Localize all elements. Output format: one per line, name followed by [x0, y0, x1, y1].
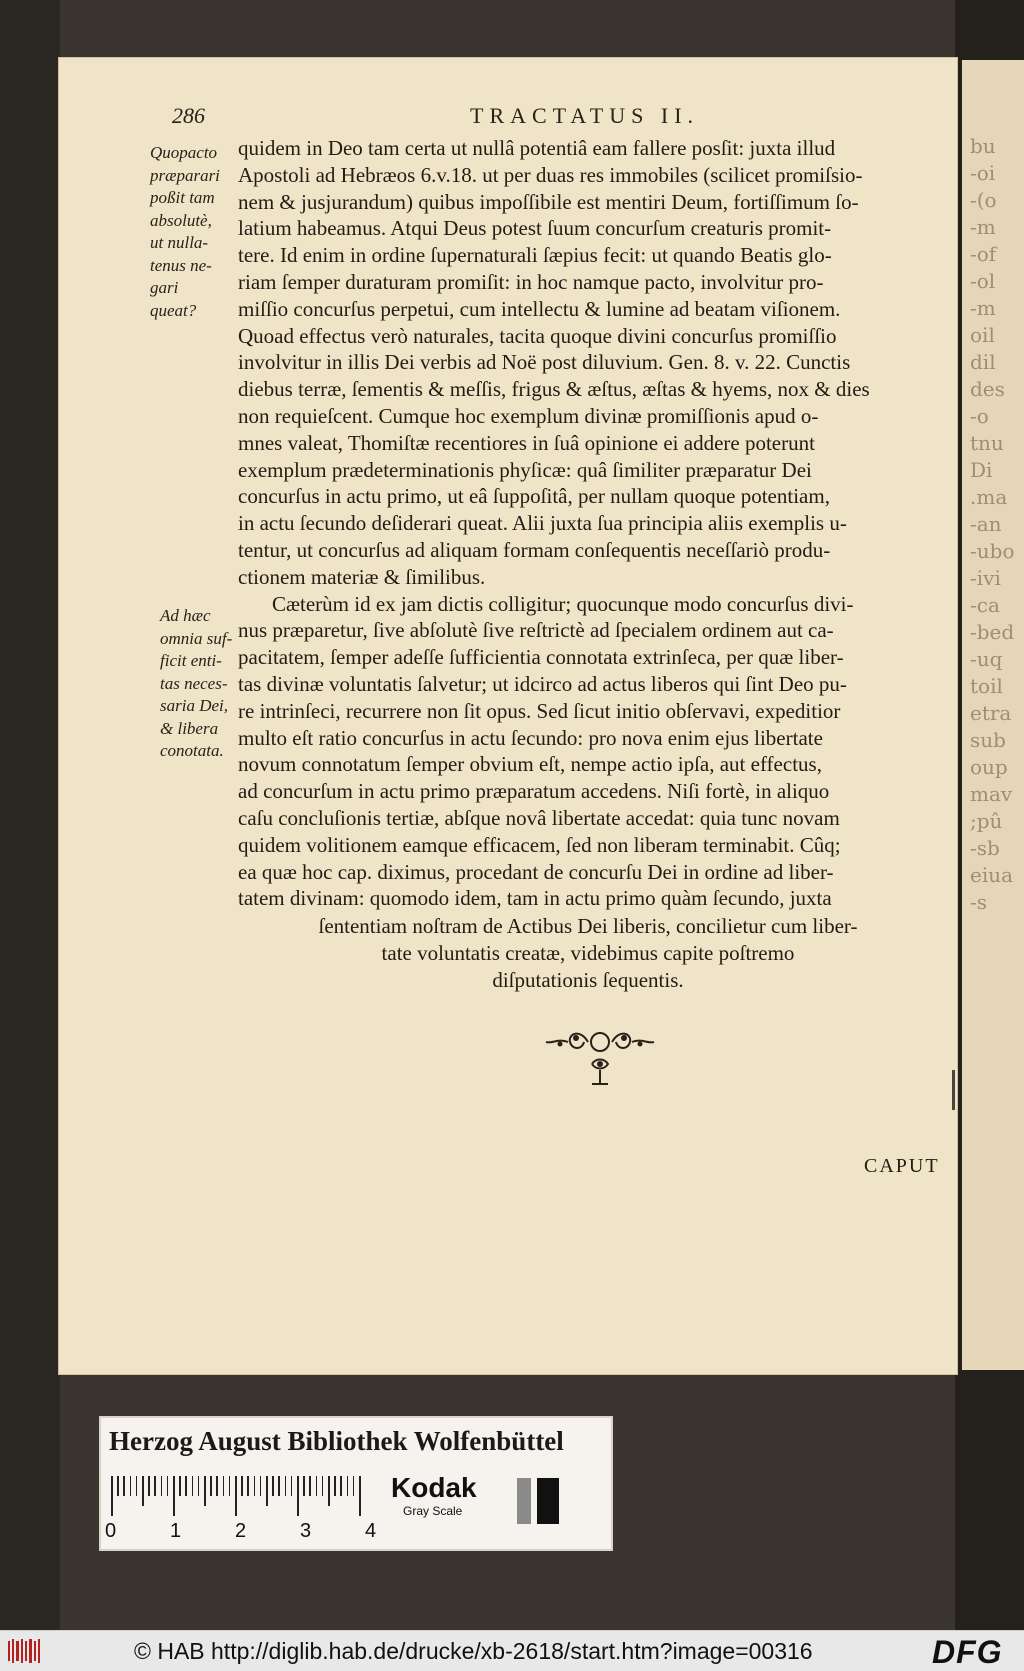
margin-note-2: [160, 605, 232, 763]
paragraph-1: [238, 135, 933, 591]
adjacent-page-fragment: mav: [970, 782, 1013, 806]
text-line: ad concurſum in actu primo præparatum accedens. Niſi fortè, in aliquo: [238, 779, 830, 804]
ruler-tick: [161, 1476, 163, 1496]
ruler-tick: [303, 1476, 305, 1496]
closing-lines: [268, 913, 908, 993]
ruler-tick: [229, 1476, 231, 1496]
ruler-tick: [316, 1476, 318, 1496]
adjacent-page-fragment: ;pû: [970, 809, 1003, 833]
ruler-tick: [278, 1476, 280, 1496]
ruler-tick: [111, 1476, 113, 1516]
color-target: [99, 1416, 613, 1551]
adjacent-page-fragment: -sb: [970, 836, 1000, 860]
text-line: non requieſcent. Cumque hoc exemplum divinæ promiſſionis apud o-: [238, 403, 819, 428]
text-line: tentur, ut concurſus ad aliquam formam conſequentis neceſſariò produ-: [238, 537, 831, 562]
text-line: involvitur in illis Dei verbis ad Noë post diluvium. Gen. 8. v. 22. Cunctis: [238, 350, 851, 375]
adjacent-page-fragment: -uq: [970, 647, 1003, 671]
ruler-tick: [142, 1476, 144, 1506]
ruler-tick: [291, 1476, 293, 1496]
ruler-tick: [334, 1476, 336, 1496]
margin-note-line: tas neces-: [160, 673, 228, 693]
hab-barcode-icon: [6, 1637, 46, 1665]
catchword: CAPUT: [864, 1155, 940, 1177]
adjacent-page-fragment: -o: [970, 404, 989, 428]
adjacent-page-fragment: -of: [970, 242, 997, 266]
adjacent-page-edge: [962, 60, 1024, 1370]
ruler-tick: [210, 1476, 212, 1496]
ruler-number: 1: [170, 1520, 182, 1542]
ruler-tick: [266, 1476, 268, 1506]
text-line: diſputationis ſequentis.: [492, 967, 684, 992]
ruler-tick: [192, 1476, 194, 1496]
page-number: 286: [172, 103, 205, 128]
ruler-tick: [148, 1476, 150, 1496]
ruler-tick: [254, 1476, 256, 1496]
library-name: Herzog August Bibliothek Wolfenbüttel: [109, 1426, 564, 1456]
footer-url[interactable]: © HAB http://diglib.hab.de/drucke/xb-2618/start.htm?image=00316: [134, 1638, 813, 1664]
ruler-tick: [260, 1476, 262, 1496]
measurement-ruler: [111, 1476, 367, 1516]
ruler-tick: [130, 1476, 132, 1496]
margin-note-line: Quopacto: [150, 143, 218, 162]
text-line: Cæterùm id ex jam dictis colligitur; quocunque modo concurſus divi-: [272, 591, 854, 616]
ruler-tick: [247, 1476, 249, 1496]
text-line: exemplum prædeterminationis phyſicæ: quâ ſimiliter præparatur Dei: [238, 457, 812, 482]
footer-bar: [0, 1630, 1024, 1671]
ruler-tick: [123, 1476, 125, 1496]
dfg-logo: DFG: [932, 1634, 1003, 1670]
text-line: nem & jusjurandum) quibus impoſſibile est mentiri Deum, fortiſſimum ſo-: [238, 189, 859, 214]
ruler-tick: [167, 1476, 169, 1496]
text-line: tere. Id enim in ordine ſupernaturali ſæpius fecit: ut quando Beatis glo-: [238, 243, 832, 268]
ruler-number: 2: [235, 1520, 247, 1542]
adjacent-page-fragment: oil: [970, 323, 995, 347]
text-line: multo eſt ratio concurſus in actu ſecundo: pro nova enim ejus libertate: [238, 725, 823, 750]
adjacent-page-fragment: dil: [970, 350, 996, 374]
margin-note-line: queat?: [150, 300, 197, 320]
text-line: caſu concluſionis tertiæ, abſque novâ libertate accedat: quia tunc novam: [238, 805, 840, 830]
margin-note-line: gari: [150, 278, 179, 297]
ruler-tick: [216, 1476, 218, 1496]
adjacent-page-fragment: -oi: [970, 161, 996, 185]
text-line: concurſus in actu primo, ut eâ ſuppoſitâ, per nullam quoque potentiam,: [238, 484, 830, 509]
ruler-tick: [272, 1476, 274, 1496]
text-line: ſententiam noſtram de Actibus Dei liberis, concilietur cum liber-: [318, 914, 858, 938]
ruler-tick: [241, 1476, 243, 1496]
margin-note-line: saria Dei,: [160, 696, 228, 715]
ruler-tick: [309, 1476, 311, 1496]
margin-note-line: tenus ne-: [150, 255, 212, 275]
ruler-number: 0: [105, 1520, 117, 1542]
ruler-tick: [347, 1476, 349, 1496]
text-line: riam ſemper duraturam promiſit: in hoc namque pacto, involvitur pro-: [238, 269, 824, 294]
margin-note-line: & libera: [160, 718, 219, 738]
running-title: TRACTATUS II.: [470, 103, 700, 128]
margin-note-line: Ad hæc: [160, 606, 211, 625]
adjacent-page-fragment: sub: [970, 728, 1006, 752]
adjacent-page-fragment: -(o: [970, 188, 997, 212]
ruler-tick: [223, 1476, 225, 1496]
ruler-number: 4: [365, 1520, 377, 1542]
text-line: miſſio concurſus perpetui, cum intellectu & lumine ad beatam viſionem.: [238, 296, 841, 321]
adjacent-page-fragment: tnu: [970, 431, 1004, 455]
ruler-tick: [136, 1476, 138, 1496]
text-line: pacitatem, ſemper adeſſe ſufficientia connotata extrinſeca, per quæ liber-: [238, 645, 844, 670]
adjacent-page-fragment: .ma: [970, 485, 1008, 509]
text-line: quidem volitionem eamque efficacem, ſed non liberam terminabit. Cûq;: [238, 832, 841, 857]
ruler-tick: [353, 1476, 355, 1496]
ruler-tick: [179, 1476, 181, 1496]
page-gutter-shadow: [952, 1070, 955, 1110]
margin-note-line: absolutè,: [150, 210, 212, 230]
ruler-tick: [198, 1476, 200, 1496]
text-line: re intrinſeci, recurrere non ſit opus. Sed ſicut initio obſervavi, expeditior: [238, 698, 841, 723]
margin-note-line: omnia suf-: [160, 628, 233, 648]
text-line: ea quæ hoc cap. diximus, procedant de concurſu Dei in ordine ad liber-: [238, 859, 834, 884]
ruler-number: 3: [300, 1520, 312, 1542]
margin-note-line: præparari: [150, 165, 220, 185]
ruler-tick: [173, 1476, 175, 1516]
text-line: Quoad effectus verò naturales, tacita quoque divini concurſus promiſſio: [238, 323, 837, 348]
adjacent-page-fragment: des: [970, 377, 1005, 401]
adjacent-page-fragment: Di: [970, 458, 993, 482]
adjacent-page-fragment: etra: [970, 701, 1012, 725]
margin-note-line: poßit tam: [150, 188, 215, 207]
ruler-tick: [328, 1476, 330, 1506]
ruler-tick: [154, 1476, 156, 1496]
margin-note-line: ut nulla-: [150, 233, 209, 252]
scan-background-left: [0, 0, 60, 1630]
margin-note-line: ficit enti-: [160, 651, 222, 670]
adjacent-page-fragment: -an: [970, 512, 1002, 536]
adjacent-page-fragment: bu: [970, 134, 996, 158]
adjacent-page-fragment: eiua: [970, 863, 1014, 887]
margin-note-line: conotata.: [160, 741, 224, 760]
text-line: diebus terræ, ſementis & meſſis, frigus & æſtus, æſtas & hyems, nox & dies: [238, 377, 870, 402]
ruler-tick: [117, 1476, 119, 1496]
text-line: quidem in Deo tam certa ut nullâ potentiâ eam fallere posſit: juxta illud: [238, 136, 836, 160]
text-line: mnes valeat, Thomiſtæ recentiores in ſuâ opinione ei addere poterunt: [238, 430, 815, 455]
text-line: tate voluntatis creatæ, videbimus capite poſtremo: [381, 940, 795, 965]
ruler-tick: [297, 1476, 299, 1516]
text-line: Apostoli ad Hebræos 6.v.18. ut per duas res immobiles (scilicet promiſsio-: [238, 162, 863, 187]
kodak-logo: Kodak: [391, 1472, 477, 1503]
ruler-tick: [185, 1476, 187, 1496]
paragraph-2: [238, 591, 933, 913]
ruler-tick: [322, 1476, 324, 1496]
adjacent-page-fragment: -bed: [970, 620, 1015, 644]
adjacent-page-fragment: -ol: [970, 269, 996, 293]
ruler-tick: [340, 1476, 342, 1496]
adjacent-page-fragment: -ivi: [970, 566, 1001, 590]
gray-scale-label: Gray Scale: [403, 1504, 463, 1518]
adjacent-page-fragment: -s: [970, 890, 988, 914]
text-line: tas divinæ voluntatis ſalvetur; ut idcirco ad actus liberos qui ſint Deo pu-: [238, 671, 847, 696]
adjacent-page-fragment: -m: [970, 215, 996, 239]
gray-scale-patch: [517, 1478, 565, 1524]
gray-patch-light: [517, 1478, 531, 1524]
ruler-tick: [359, 1476, 361, 1516]
ruler-tick: [285, 1476, 287, 1496]
gray-patch-dark: [537, 1478, 559, 1524]
text-line: nus præparetur, ſive abſolutè ſive reſtrictè ad ſpecialem ordinem aut ca-: [238, 618, 834, 643]
adjacent-page-fragment: -m: [970, 296, 996, 320]
adjacent-page-fragment: -ubo: [970, 539, 1015, 563]
text-line: latium habeamus. Atqui Deus potest ſuum concurſum creaturis promit-: [238, 216, 832, 241]
adjacent-page-fragment: toil: [970, 674, 1003, 698]
text-line: in actu ſecundo deſiderari queat. Alii juxta ſua principia aliis exemplis u-: [238, 511, 847, 536]
adjacent-page-text: [962, 133, 1024, 916]
adjacent-page-fragment: -ca: [970, 593, 1000, 617]
text-line: ctionem materiæ & ſimilibus.: [238, 564, 486, 589]
main-text: [238, 135, 933, 912]
fleuron-ornament: [540, 1020, 660, 1100]
ruler-tick: [235, 1476, 237, 1516]
text-line: tatem divinam: quomodo idem, tam in actu primo quàm ſecundo, juxta: [238, 886, 832, 911]
text-line: novum connotatum ſemper obvium eſt, nempe actio ipſa, aut effectus,: [238, 752, 822, 777]
ruler-tick: [204, 1476, 206, 1506]
adjacent-page-fragment: oup: [970, 755, 1008, 779]
margin-note-1: [150, 142, 220, 322]
